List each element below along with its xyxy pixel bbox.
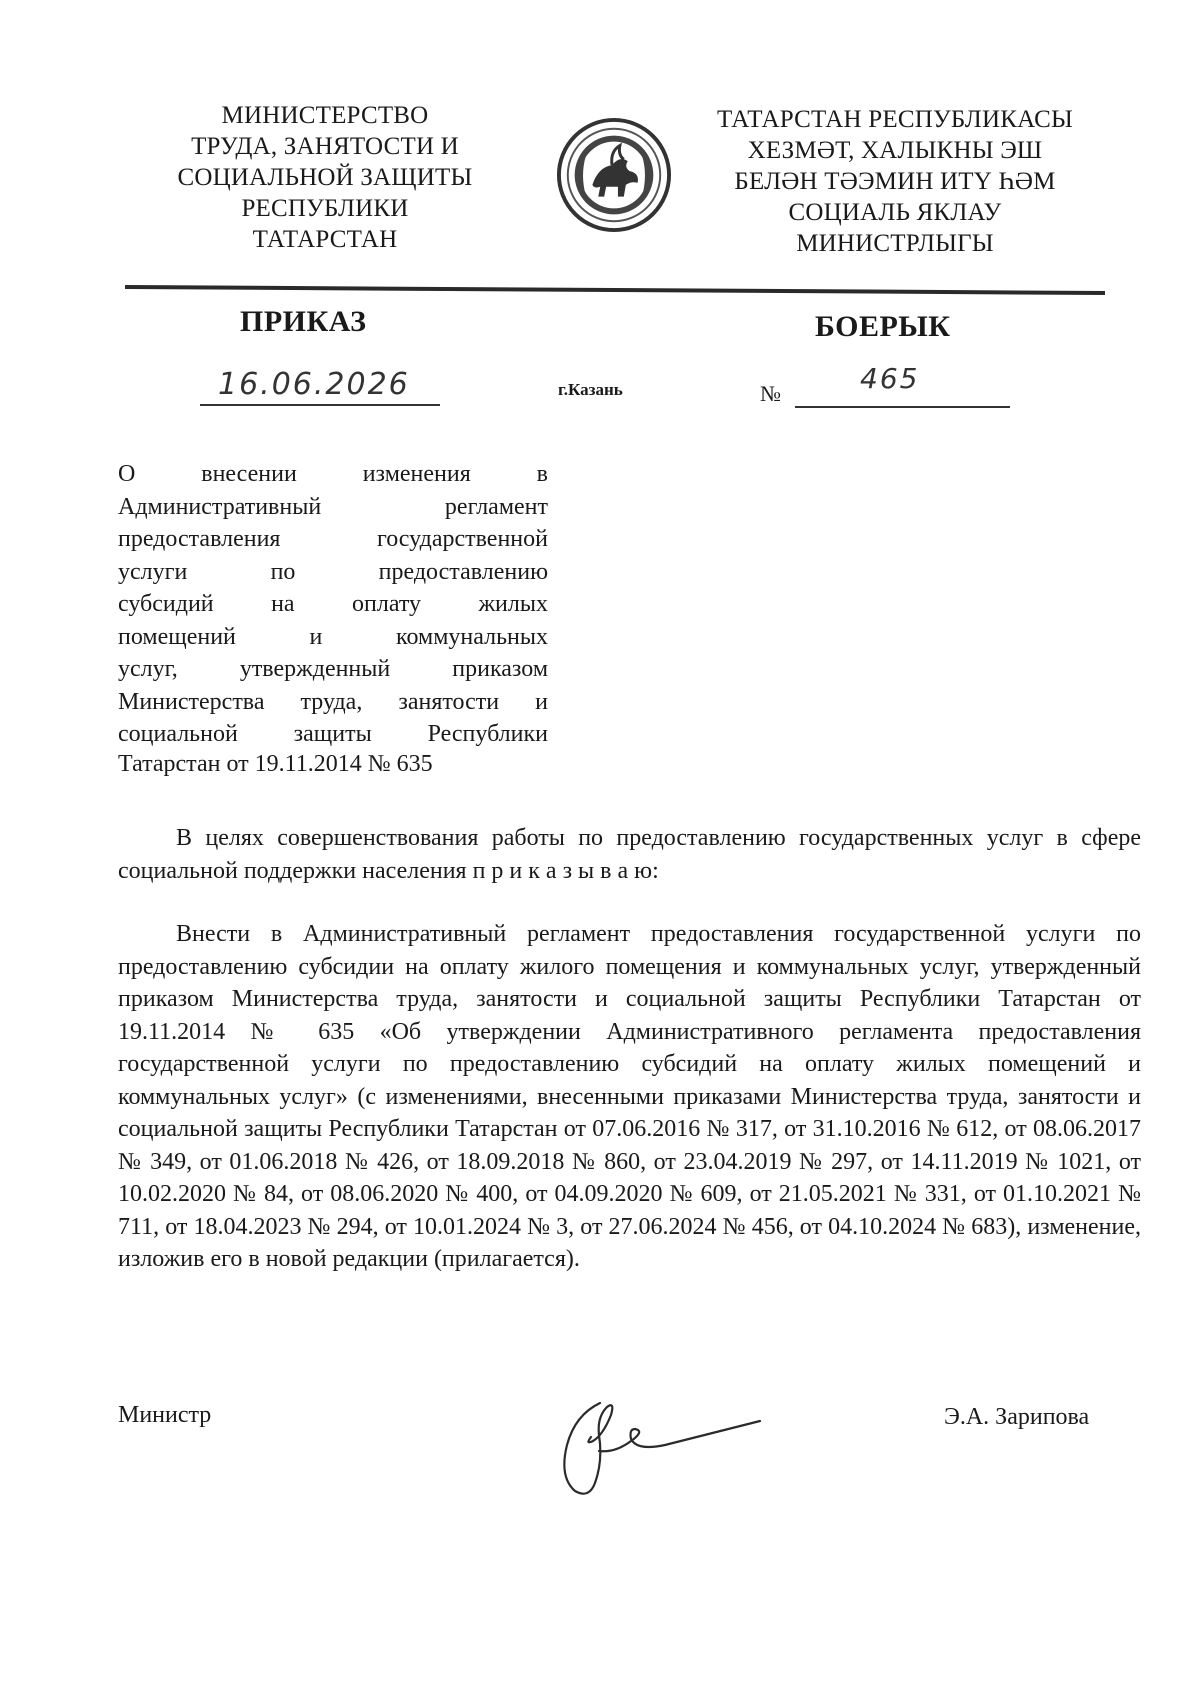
document-title-russian: ПРИКАЗ xyxy=(240,305,367,338)
subject-line: О внесении изменения в xyxy=(118,461,548,487)
document-subject xyxy=(118,458,548,751)
number-sign: № xyxy=(760,381,781,406)
tatarstan-coat-of-arms-icon xyxy=(555,115,673,235)
handwritten-signature-icon xyxy=(545,1395,770,1505)
ministry-name-russian xyxy=(140,100,510,255)
header-line: СОЦИАЛЬ ЯКЛАУ xyxy=(788,199,1002,226)
header-line: ТРУДА, ЗАНЯТОСТИ И xyxy=(191,133,459,160)
header-line: СОЦИАЛЬНОЙ ЗАЩИТЫ xyxy=(177,164,473,191)
header-line: ХЕЗМӘТ, ХАЛЫКНЫ ЭШ xyxy=(747,137,1043,164)
subject-line: предоставления государственной xyxy=(118,526,548,552)
subject-line: социальной защиты Республики xyxy=(118,721,548,747)
ministry-name-tatar xyxy=(685,104,1105,259)
subject-line: помещений и коммунальных xyxy=(118,623,548,650)
signatory-position: Министр xyxy=(118,1402,212,1428)
header-line: МИНИСТРЛЫГЫ xyxy=(796,230,994,257)
header-line: БЕЛӘН ТӘЭМИН ИТҮ ҺӘМ xyxy=(734,168,1056,195)
number-underline xyxy=(795,406,1010,408)
header-line: МИНИСТЕРСТВО xyxy=(221,102,429,129)
header-divider xyxy=(125,285,1105,295)
date-underline xyxy=(200,404,440,406)
subject-line: субсидий на оплату жилых xyxy=(118,591,548,617)
signer-name: Э.А. Зарипова xyxy=(944,1404,1090,1430)
header-line: ТАТАРСТАН РЕСПУБЛИКАСЫ xyxy=(717,106,1073,133)
header-line: ТАТАРСТАН xyxy=(252,226,398,253)
subject-line: услуг, утвержденный приказом xyxy=(118,656,548,682)
document-title-tatar: БОЕРЫК xyxy=(815,310,951,343)
document-date: 16.06.2026 xyxy=(218,367,410,402)
document-number: 465 xyxy=(860,362,920,395)
header-line: РЕСПУБЛИКИ xyxy=(241,195,409,222)
subject-line: услуги по предоставлению xyxy=(118,558,548,585)
subject-line: Административный регламент xyxy=(118,493,548,520)
subject-line: Министерства труда, занятости и xyxy=(118,688,548,715)
subject-last-line: Татарстан от 19.11.2014 № 635 xyxy=(118,751,433,777)
main-paragraph: Внести в Административный регламент предоставления государственной услуги по предоставлению субсидии на оплату жилого помещения и коммунальных услуг, утвержденный приказом Министерства труда, занятости и социальной защиты Республики Татарстан от 19.11.2014 № 635 «Об утверждении Административного регламента предоставления государственной услуги по предоставлению субсидий на оплату жилых помещений и коммунальных услуг» (с изменениями, внесенными приказами Министерства труда, занятости и социальной защиты Республики Татарстан от 07.06.2016 № 317, от 31.10.2016 № 612, от 08.06.2017 № 349, от 01.06.2018 № 426, от 18.09.2018 № 860, от 23.04.2019 № 297, от 14.11.2019 № 1021, от 10.02.2020 № 84, от 08.06.2020 № 400, от 04.09.2020 № 609, от 21.05.2021 № 331, от 01.10.2021 № 711, от 18.04.2023 № 294, от 10.01.2024 № 3, от 27.06.2024 № 456, от 04.10.2024 № 683), изменение, изложив его в новой редакции (прилагается). xyxy=(118,921,1141,1272)
document-city: г.Казань xyxy=(558,380,623,399)
intro-paragraph: В целях совершенствования работы по предоставлению государственных услуг в сфере социальной поддержки населения п р и к а з ы в а ю: xyxy=(118,825,1141,884)
